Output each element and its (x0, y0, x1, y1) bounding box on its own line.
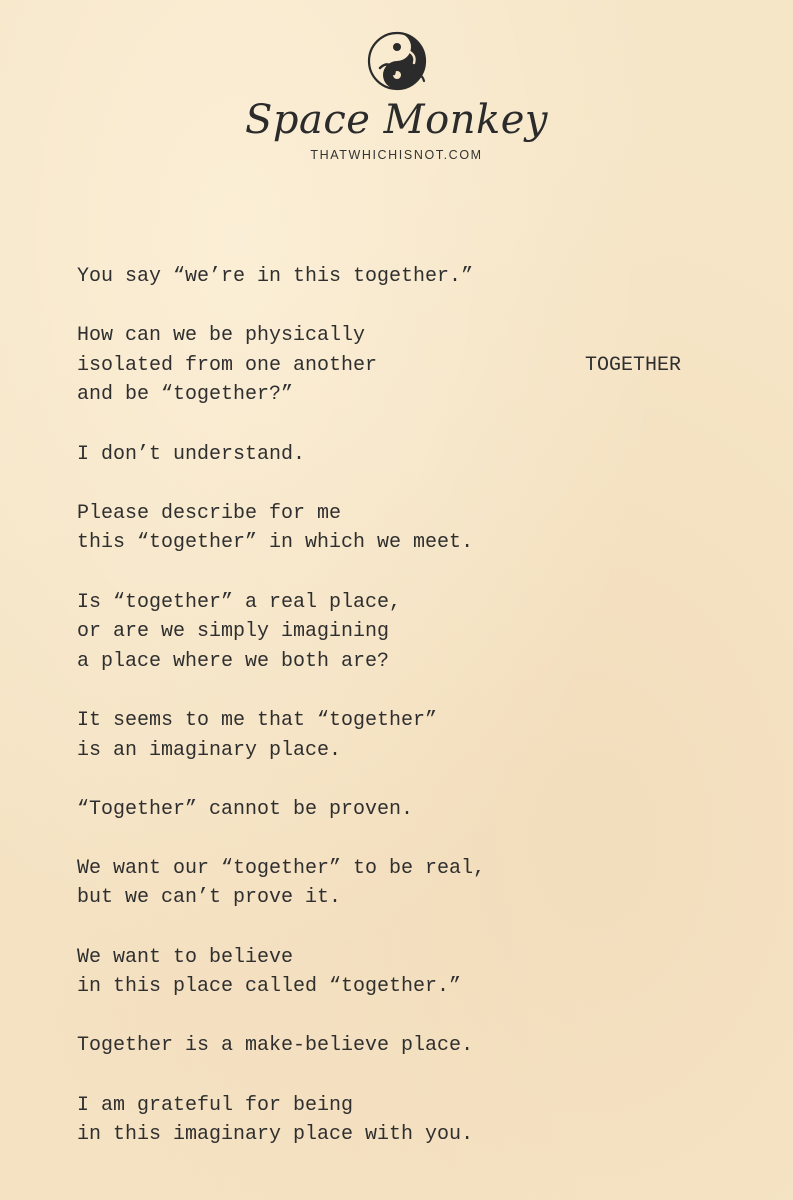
poem-line: I am grateful for being (77, 1093, 354, 1117)
poem-body (77, 262, 577, 1179)
poem-stanza (77, 440, 577, 470)
poem-line: is an imaginary place. (77, 738, 342, 762)
poem-line: in this imaginary place with you. (77, 1123, 474, 1147)
poem-line: You say “we’re in this together.” (77, 265, 474, 288)
poem-line: in this place called “together.” (77, 975, 462, 999)
poem-stanza (77, 262, 577, 292)
yin-yang-monkey-icon (366, 30, 428, 92)
poem-line: We want our “together” to be real, (77, 856, 486, 880)
poem-line: It seems to me that “together” (77, 708, 438, 732)
poem-stanza (77, 1031, 577, 1061)
poem-stanza (77, 795, 577, 825)
brand-name: Space Monkey (245, 97, 548, 143)
poem-title: TOGETHER (585, 354, 682, 377)
poem-line: I don’t understand. (77, 442, 306, 466)
poem-line: Together is a make-believe place. (77, 1034, 474, 1058)
poem-line: isolated from one another (77, 353, 378, 377)
poem-line: but we can’t prove it. (77, 886, 342, 910)
poem-line: “Together” cannot be proven. (77, 797, 414, 821)
poem-line: or are we simply imagining (77, 620, 390, 644)
poem-line: How can we be physically (77, 324, 366, 348)
site-header (0, 30, 793, 162)
poem-stanza (77, 943, 577, 1002)
brand-url[interactable]: THATWHICHISNOT.COM (310, 148, 483, 162)
poem-stanza (77, 706, 577, 765)
poem-stanza (77, 499, 577, 558)
poem-line: this “together” in which we meet. (77, 531, 474, 555)
poem-stanza (77, 1091, 577, 1150)
poem-line: Please describe for me (77, 501, 342, 525)
poem-line: and be “together?” (77, 383, 294, 407)
poem-line: We want to believe (77, 945, 294, 969)
poem-line: Is “together” a real place, (77, 590, 402, 614)
poem-line: a place where we both are? (77, 649, 390, 673)
poem-stanza (77, 588, 577, 677)
poem-stanza (77, 321, 577, 410)
poem-stanza (77, 854, 577, 913)
